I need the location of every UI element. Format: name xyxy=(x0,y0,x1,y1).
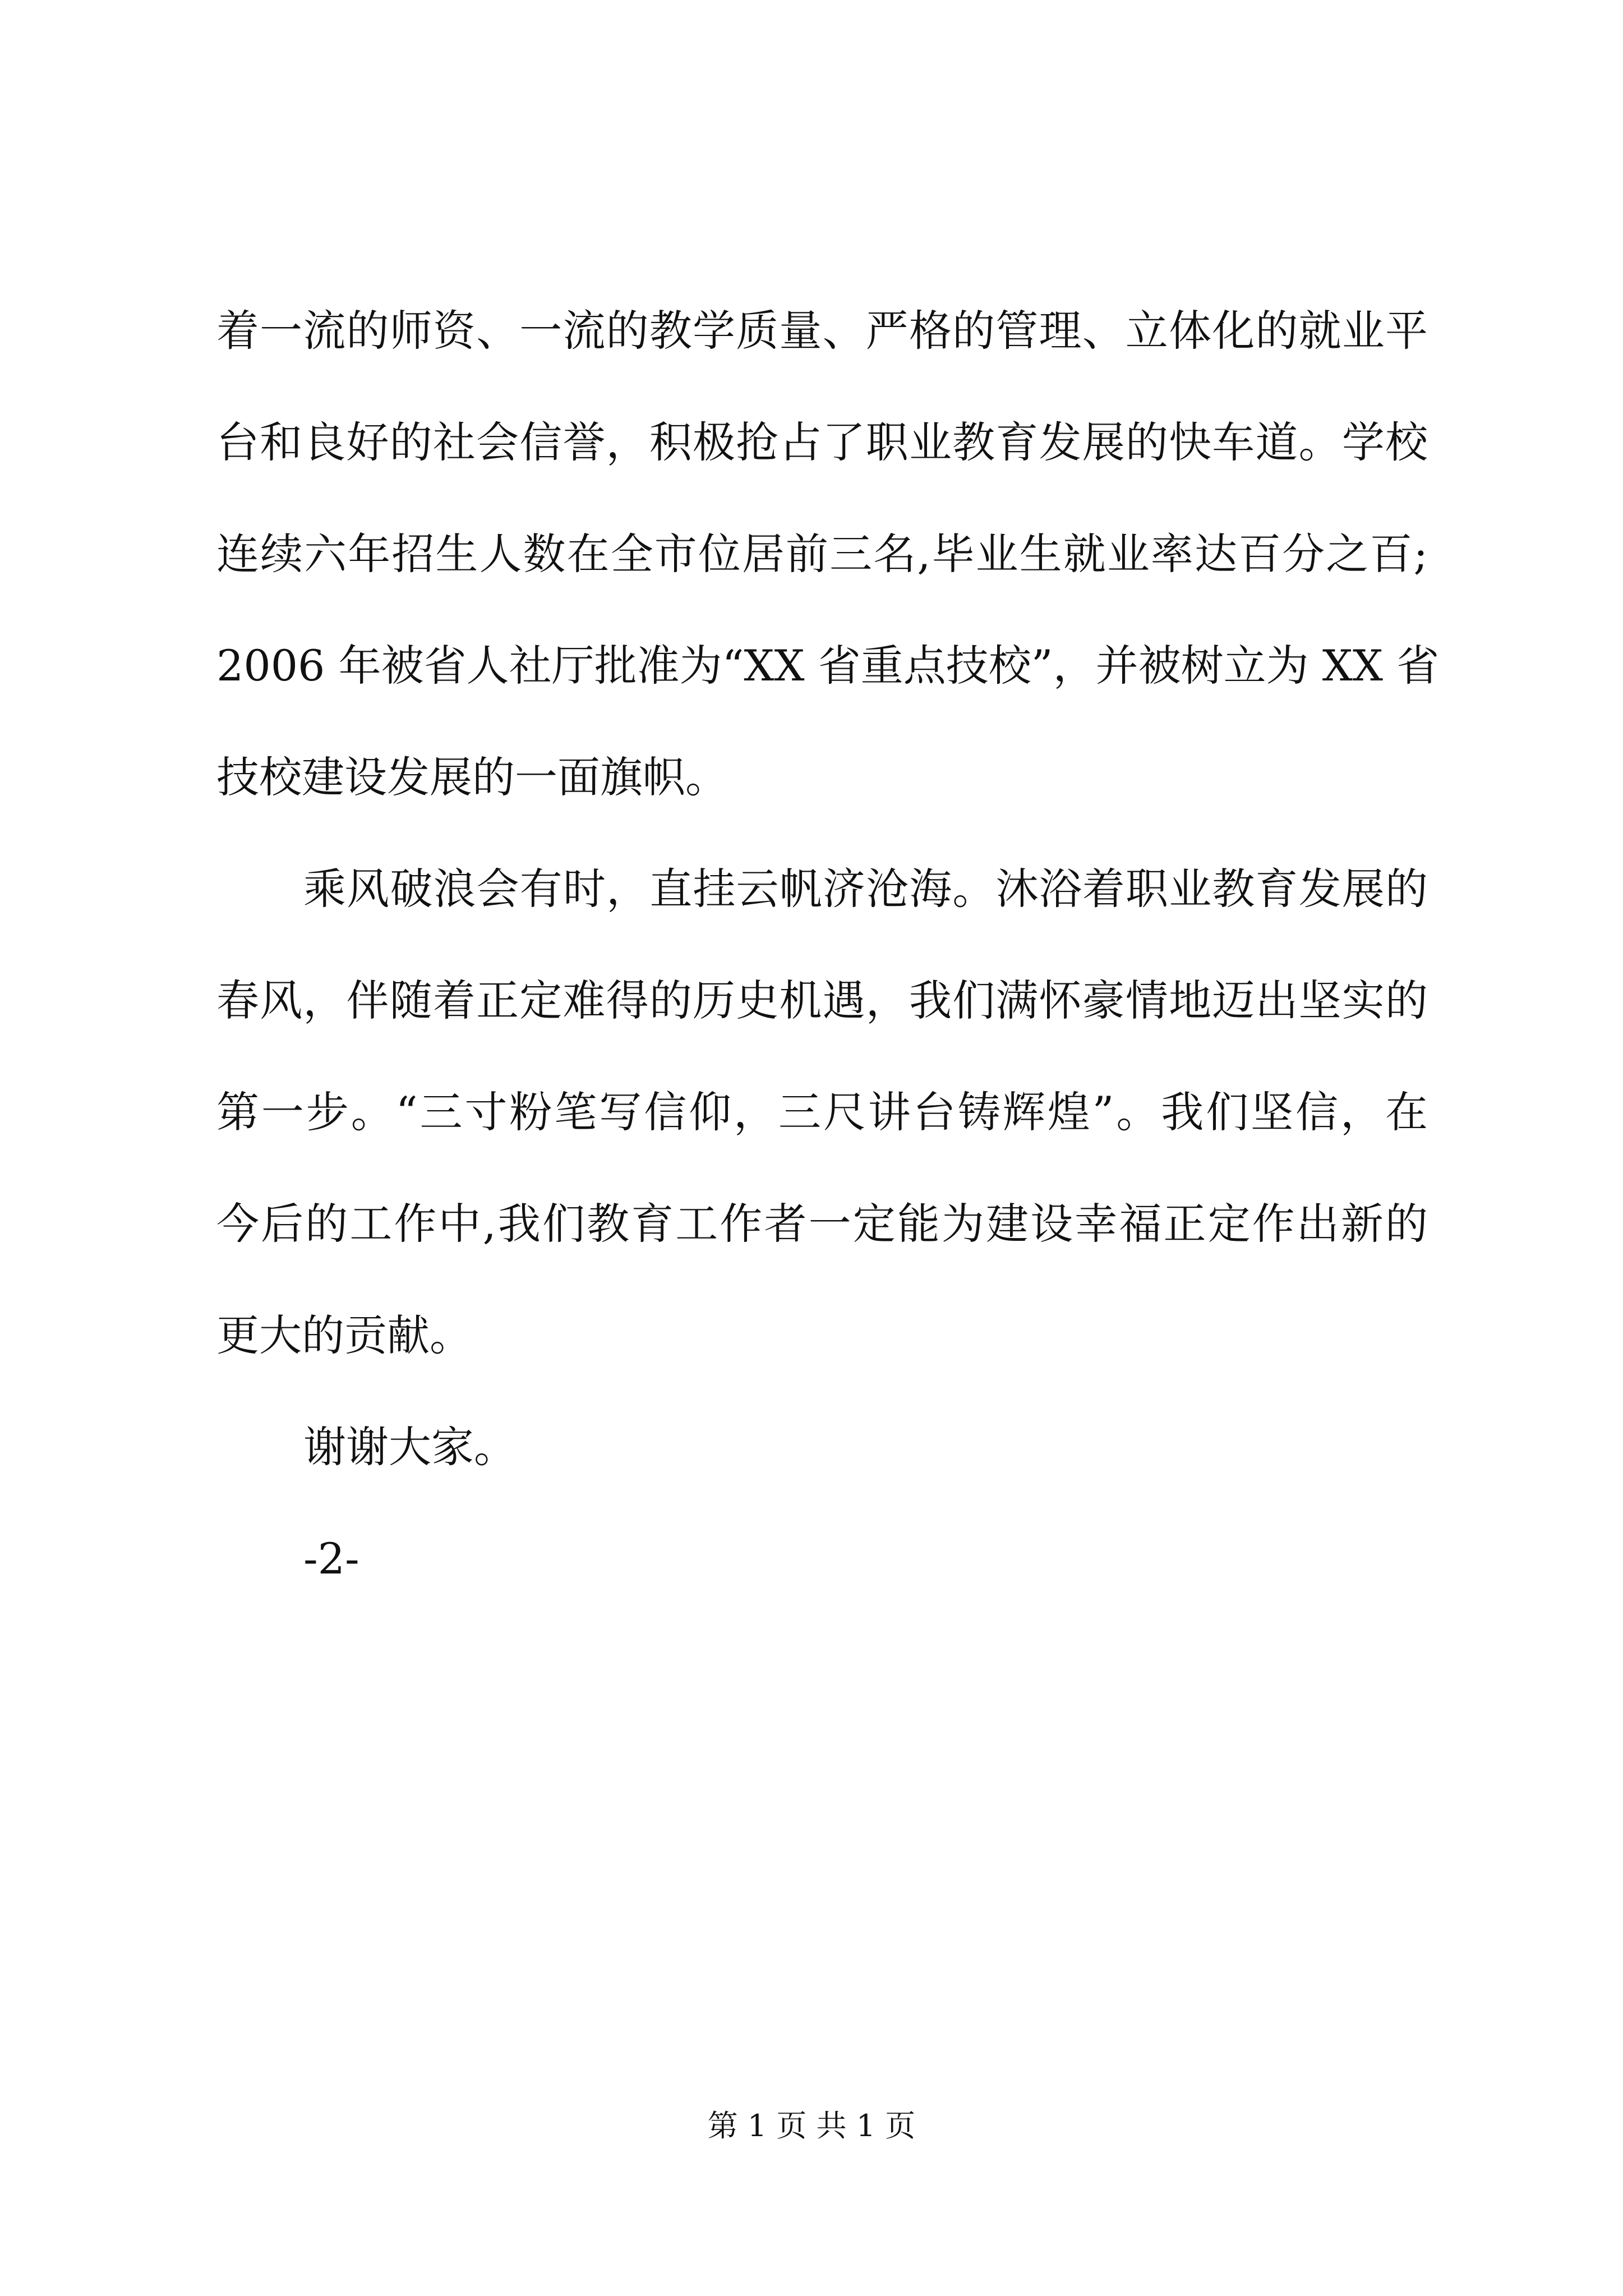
paragraph-line: 台和良好的社会信誉，积极抢占了职业教育发展的快车道。学校 xyxy=(216,417,1428,467)
paragraph-line: 春风，伴随着正定难得的历史机遇，我们满怀豪情地迈出坚实的 xyxy=(216,976,1428,1025)
paragraph-line: 连续六年招生人数在全市位居前三名,毕业生就业率达百分之百; xyxy=(216,529,1428,579)
paragraph-line: 技校建设发展的一面旗帜。 xyxy=(216,752,728,802)
body-text xyxy=(216,303,1440,1642)
paragraph-line: 乘风破浪会有时，直挂云帆济沧海。沐浴着职业教育发展的 xyxy=(303,864,1428,914)
paragraph-line: 着一流的师资、一流的教学质量、严格的管理、立体化的就业平 xyxy=(216,306,1428,356)
paragraph-line: 2006 年被省人社厅批准为“XX 省重点技校”，并被树立为 XX 省 xyxy=(216,641,1440,691)
page-footer: 第 1 页 共 1 页 xyxy=(707,2108,916,2143)
closing-line: 谢谢大家。 xyxy=(303,1422,517,1472)
paragraph-line: 第一步。“三寸粉笔写信仰，三尺讲台铸辉煌”。我们坚信，在 xyxy=(216,1087,1428,1137)
page-marker: -2- xyxy=(303,1534,359,1584)
paragraph-line: 更大的贡献。 xyxy=(216,1310,472,1360)
paragraph-line: 今后的工作中,我们教育工作者一定能为建设幸福正定作出新的 xyxy=(216,1199,1428,1249)
